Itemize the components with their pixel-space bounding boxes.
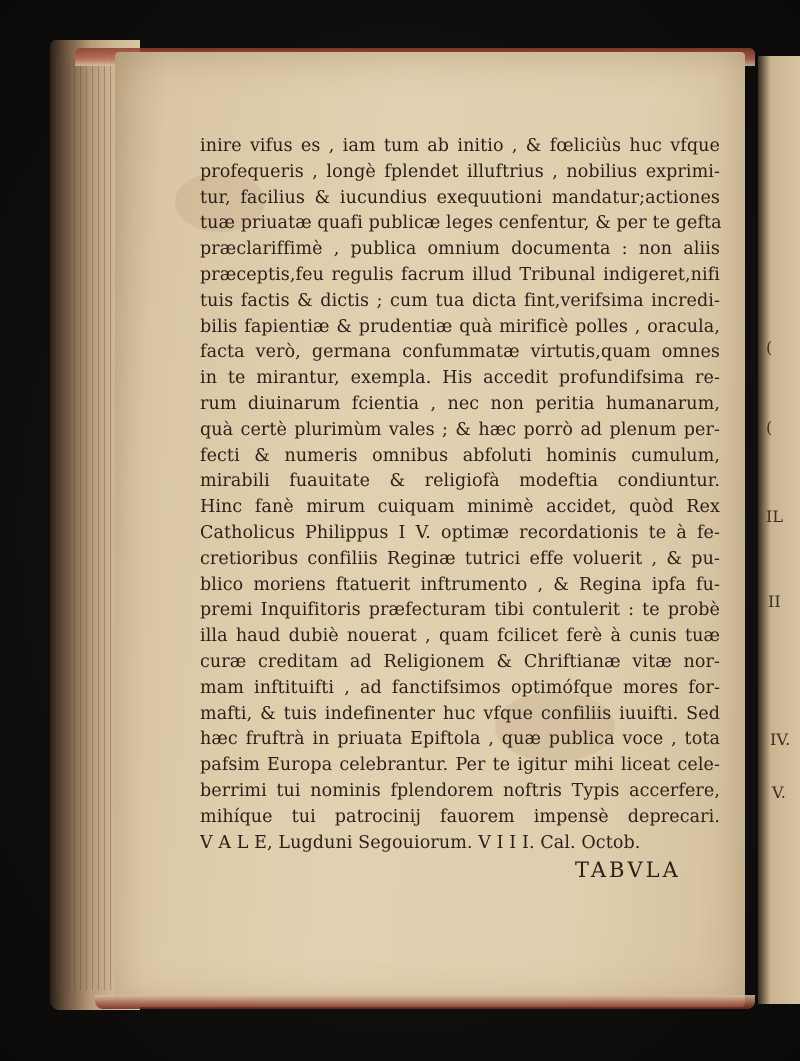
text-line: mirabili fuauitate & religiofà modeftia condiuntur. [200,471,720,492]
facing-page-mark: II [768,592,781,611]
text-line: in te mirantur, exempla. His accedit profundifsima re- [200,368,720,389]
text-line: hæc fruftrà in priuata Epiftola , quæ publica voce , tota [200,729,720,750]
facing-page-mark: ( [766,418,773,437]
text-line: rum diuinarum fcientia , nec non peritia humanarum, [200,393,720,414]
text-line: tur, facilius & iucundius exequutioni mandatur;actiones [200,187,720,208]
facing-page [758,56,800,1004]
text-line: berrimi tui nominis fplendorem noftris Typis accerfere, [200,780,720,801]
catchword: TABVLA [575,858,681,882]
text-line: mam inftituifti , ad fanctifsimos optimófque mores for- [200,677,720,698]
text-line: premi Inquifitoris præfecturam tibi contulerit : te probè [200,600,720,621]
text-line: mafti, & tuis indefinenter huc vfque confiliis iuuifti. Sed [200,703,720,724]
text-line: blico moriens ftatuerit inftrumento , & Regina ipfa fu- [200,574,720,595]
text-line: quà certè plurimùm vales ; & hæc porrò ad plenum per- [200,419,720,440]
facing-page-mark: IL [766,507,783,526]
text-line: bilis fapientiæ & prudentiæ quà mirificè polles , oracula, [200,316,720,337]
text-line: præclariffimè , publica omnium documenta : non aliis [200,239,720,260]
page-text [200,134,720,856]
text-line: Catholicus Philippus I V. optimæ recordationis te à fe- [200,522,720,543]
text-line: profequeris , longè fplendet illuftrius , nobilius exprimi- [200,161,720,182]
text-line: mihíque tui patrocinij fauorem impensè deprecari. [200,806,720,827]
text-line: Hinc fanè mirum cuiquam minimè accidet, quòd Rex [200,497,720,518]
text-line: illa haud dubiè nouerat , quam fcilicet ferè à cunis tuæ [200,626,720,647]
text-line: curæ creditam ad Religionem & Chriftianæ vitæ nor- [200,651,720,672]
text-line: tuæ priuatæ quafi publicæ leges cenfentur, & per te gefta [200,213,722,234]
facing-page-mark: ( [766,338,773,357]
page-edges [56,60,116,990]
text-line: tuis factis & dictis ; cum tua dicta fint,verifsima incredi- [200,290,720,311]
text-line: V A L E, Lugduni Segouiorum. V I I I. Cal. Octob. [200,832,641,853]
facing-page-mark: V. [772,783,786,802]
text-line: præceptis,feu regulis facrum illud Tribunal indigeret,nifi [200,264,720,285]
text-line: inire vifus es , iam tum ab initio , & fœliciùs huc vfque [200,136,720,156]
bottom-page-edge [95,995,755,1009]
facing-page-mark: IV. [770,730,791,749]
text-line: facta verò, germana confummatæ virtutis,quam omnes [200,342,720,363]
text-line: fecti & numeris omnibus abfoluti hominis cumulum, [200,445,720,466]
text-line: cretioribus confiliis Reginæ tutrici effe voluerit , & pu- [200,548,720,569]
text-line: pafsim Europa celebrantur. Per te igitur mihi liceat cele- [200,755,720,776]
